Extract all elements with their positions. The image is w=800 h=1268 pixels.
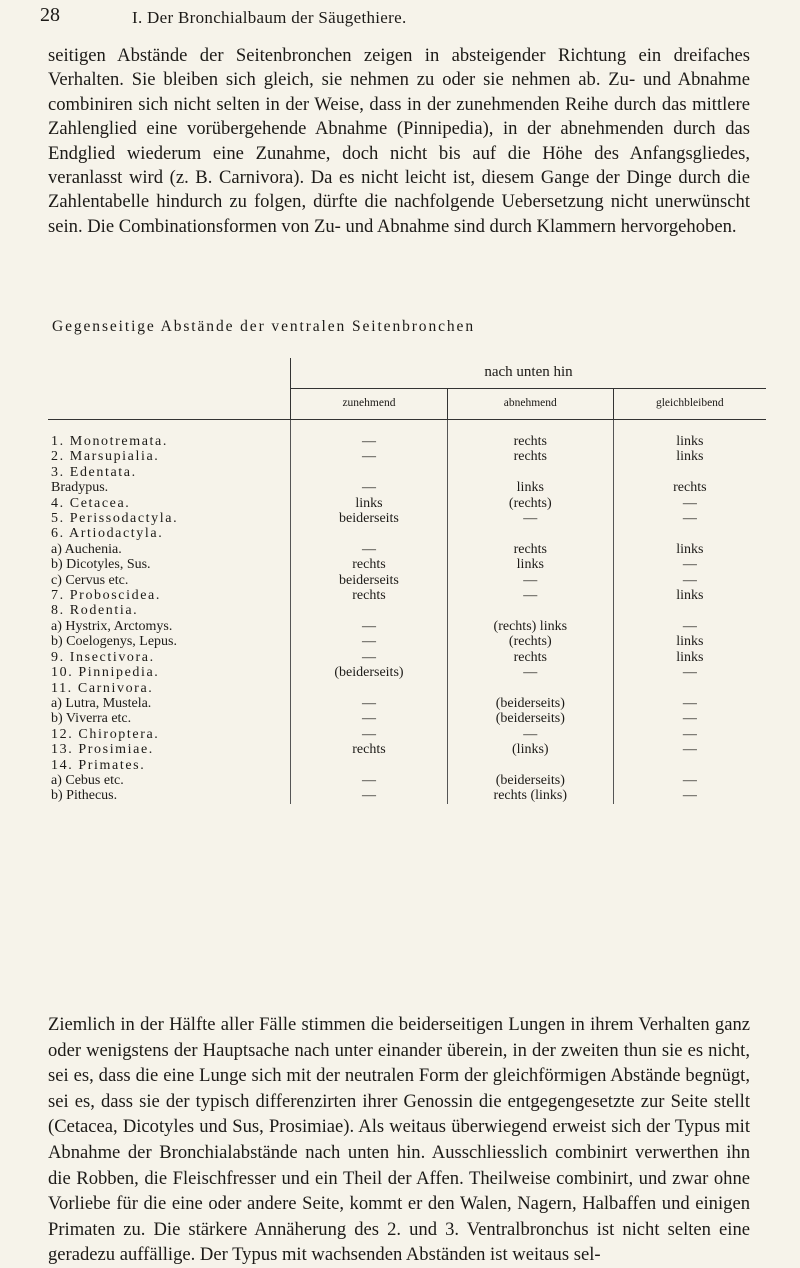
- row-name: 7. Proboscidea.: [51, 588, 161, 604]
- cell-abnehmend: links: [447, 480, 613, 495]
- row-name: b) Coelogenys, Lepus.: [51, 634, 177, 650]
- row-name: 6. Artiodactyla.: [51, 526, 164, 542]
- row-name: c) Cervus etc.: [51, 572, 129, 588]
- cell-zunehmend: rechts: [291, 588, 448, 603]
- cell-gleichbleibend: —: [613, 742, 766, 757]
- cell-gleichbleibend: links: [613, 542, 766, 557]
- cell-zunehmend: rechts: [291, 742, 448, 757]
- table-row: [48, 588, 766, 603]
- cell-gleichbleibend: —: [613, 711, 766, 726]
- cell-gleichbleibend: [613, 681, 766, 696]
- cell-abnehmend: —: [447, 588, 613, 603]
- cell-gleichbleibend: links: [613, 634, 766, 649]
- row-name: Bradypus.: [51, 480, 109, 496]
- page-number: 28: [40, 4, 60, 26]
- cell-gleichbleibend: links: [613, 434, 766, 449]
- paragraph-bottom: Ziemlich in der Hälfte aller Fälle stimmen die beiderseitigen Lungen in ihrem Verhalten ganz oder wenigstens der Hauptsache nach unter einander überein, in der zweiten thun sie es nicht, sei es, dass die eine Lunge sich mit der neutralen Form der gleichförmigen Abstände begnügt, sei es, dass sie der typisch differenzirten ihrer Genossin die entgegengesetzte zur Seite stellt (Cetacea, Dicotyles und Sus, Prosimiae). Als weitaus überwiegend erweist sich der Typus mit Abnahme der Bronchialabstände nach unten hin. Ausschliesslich combinirt verwerthen ihn die Robben, die Fleischfresser und ein Theil der Affen. Theilweise combinirt, und zwar ohne Vorliebe für die eine oder andere Seite, kommt er den Walen, Nagern, Halbaffen und einigen Primaten zu. Die stärkere Annäherung des 2. und 3. Ventralbronchus ist nicht selten eine geradezu auffällige. Der Typus mit wachsenden Abständen ist weitaus sel-: [48, 1014, 750, 1266]
- row-name: 13. Prosimiae.: [51, 742, 154, 758]
- table-row: [48, 758, 766, 773]
- spacer-cell: [48, 420, 291, 435]
- table-body: [48, 420, 766, 804]
- table-row: [48, 619, 766, 634]
- cell-zunehmend: [291, 526, 448, 541]
- cell-abnehmend: [447, 465, 613, 480]
- table-row: [48, 696, 766, 711]
- table-group-header-row: [48, 358, 766, 389]
- col-header-zunehmend: zunehmend: [291, 389, 448, 420]
- cell-abnehmend: (beiderseits): [447, 711, 613, 726]
- cell-abnehmend: (links): [447, 742, 613, 757]
- spacer-cell: [613, 420, 766, 435]
- table-row: [48, 742, 766, 757]
- cell-gleichbleibend: —: [613, 665, 766, 680]
- table-row: [48, 711, 766, 726]
- col-header-gleichbleibend: gleichbleibend: [613, 389, 766, 420]
- cell-zunehmend: —: [291, 773, 448, 788]
- cell-zunehmend: —: [291, 711, 448, 726]
- row-name: 5. Perissodactyla.: [51, 511, 179, 527]
- cell-zunehmend: —: [291, 449, 448, 464]
- row-name: 9. Insectivora.: [51, 649, 155, 665]
- row-name: 1. Monotremata.: [51, 434, 168, 449]
- row-name: 11. Carnivora.: [51, 680, 154, 696]
- group-header: nach unten hin: [291, 358, 767, 389]
- cell-abnehmend: (beiderseits): [447, 773, 613, 788]
- cell-gleichbleibend: —: [613, 619, 766, 634]
- table-row: [48, 727, 766, 742]
- cell-abnehmend: rechts: [447, 650, 613, 665]
- cell-zunehmend: —: [291, 480, 448, 495]
- cell-gleichbleibend: —: [613, 557, 766, 572]
- running-head: I. Der Bronchialbaum der Säugethiere.: [132, 8, 407, 27]
- page-header: [40, 4, 760, 34]
- table-title: Gegenseitige Abstände der ventralen Seitenbronchen: [52, 318, 475, 335]
- cell-abnehmend: rechts: [447, 434, 613, 449]
- cell-zunehmend: —: [291, 727, 448, 742]
- spacer-cell: [291, 420, 448, 435]
- cell-abnehmend: [447, 681, 613, 696]
- cell-abnehmend: —: [447, 511, 613, 526]
- row-name: 10. Pinnipedia.: [51, 665, 160, 681]
- table-row: [48, 542, 766, 557]
- table-row: [48, 557, 766, 572]
- table-row: [48, 603, 766, 618]
- cell-gleichbleibend: [613, 526, 766, 541]
- row-name: 14. Primates.: [51, 757, 146, 773]
- table-row: [48, 496, 766, 511]
- cell-abnehmend: (rechts): [447, 496, 613, 511]
- cell-gleichbleibend: [613, 465, 766, 480]
- cell-abnehmend: rechts: [447, 449, 613, 464]
- cell-zunehmend: beiderseits: [291, 511, 448, 526]
- cell-abnehmend: —: [447, 665, 613, 680]
- cell-gleichbleibend: —: [613, 696, 766, 711]
- cell-gleichbleibend: —: [613, 773, 766, 788]
- cell-zunehmend: [291, 603, 448, 618]
- table-row: [48, 480, 766, 495]
- row-name: b) Dicotyles, Sus.: [51, 557, 151, 573]
- row-name: 4. Cetacea.: [51, 495, 131, 511]
- cell-zunehmend: links: [291, 496, 448, 511]
- table-row: [48, 773, 766, 788]
- row-name: a) Auchenia.: [51, 541, 122, 557]
- row-name: 2. Marsupialia.: [51, 449, 160, 465]
- cell-abnehmend: (beiderseits): [447, 696, 613, 711]
- row-name: a) Hystrix, Arctomys.: [51, 618, 173, 634]
- cell-gleichbleibend: —: [613, 727, 766, 742]
- cell-gleichbleibend: [613, 603, 766, 618]
- cell-abnehmend: [447, 603, 613, 618]
- cell-gleichbleibend: links: [613, 449, 766, 464]
- cell-zunehmend: beiderseits: [291, 573, 448, 588]
- paragraph-top: seitigen Abstände der Seitenbronchen zeigen in absteigender Richtung ein dreifaches Verhalten. Sie bleiben sich gleich, sie nehmen zu oder sie nehmen ab. Zu- und Abnahme combiniren sich nicht selten in der Weise, dass in der zunehmenden Reihe durch das mittlere Zahlenglied eine vorübergehende Abnahme (Pinnipedia), in der abnehmenden durch das Endglied wiederum eine Zunahme, doch nicht bis auf die Höhe des Anfangsgliedes, veranlasst wird (z. B. Carnivora). Da es nicht leicht ist, diesem Gange der Dinge durch die Zahlentabelle hindurch zu folgen, dürfte die nachfolgende Uebersetzung nicht unerwünscht sein. Die Combinationsformen von Zu- und Abnahme sind durch Klammern hervorgehoben.: [48, 45, 750, 237]
- cell-gleichbleibend: —: [613, 496, 766, 511]
- cell-zunehmend: —: [291, 788, 448, 803]
- cell-zunehmend: —: [291, 650, 448, 665]
- spacer-cell: [447, 420, 613, 435]
- cell-zunehmend: [291, 758, 448, 773]
- cell-abnehmend: rechts (links): [447, 788, 613, 803]
- row-name: 3. Edentata.: [51, 464, 137, 480]
- cell-abnehmend: —: [447, 727, 613, 742]
- table-row: [48, 465, 766, 480]
- cell-abnehmend: (rechts) links: [447, 619, 613, 634]
- cell-zunehmend: rechts: [291, 557, 448, 572]
- cell-zunehmend: —: [291, 542, 448, 557]
- cell-gleichbleibend: [613, 758, 766, 773]
- cell-abnehmend: rechts: [447, 542, 613, 557]
- table-row: [48, 788, 766, 803]
- row-name: a) Lutra, Mustela.: [51, 695, 152, 711]
- cell-abnehmend: —: [447, 573, 613, 588]
- row-name: b) Pithecus.: [51, 788, 118, 804]
- cell-zunehmend: —: [291, 634, 448, 649]
- table-row: [48, 665, 766, 680]
- table-row: [48, 650, 766, 665]
- table-row: [48, 511, 766, 526]
- table-row: [48, 681, 766, 696]
- cell-gleichbleibend: links: [613, 588, 766, 603]
- cell-abnehmend: links: [447, 557, 613, 572]
- cell-gleichbleibend: —: [613, 573, 766, 588]
- abstaende-table: [48, 358, 766, 804]
- cell-gleichbleibend: —: [613, 788, 766, 803]
- row-name: b) Viverra etc.: [51, 711, 132, 727]
- cell-gleichbleibend: —: [613, 511, 766, 526]
- cell-zunehmend: [291, 465, 448, 480]
- table-row: [48, 526, 766, 541]
- row-name: a) Cebus etc.: [51, 772, 124, 788]
- col-header-abnehmend: abnehmend: [447, 389, 613, 420]
- table-corner-cell: [48, 358, 291, 420]
- table-row: [48, 573, 766, 588]
- row-name: 12. Chiroptera.: [51, 726, 160, 742]
- cell-zunehmend: —: [291, 434, 448, 449]
- cell-zunehmend: —: [291, 619, 448, 634]
- cell-zunehmend: —: [291, 696, 448, 711]
- table-spacer-row: [48, 420, 766, 435]
- cell-zunehmend: (beiderseits): [291, 665, 448, 680]
- cell-abnehmend: (rechts): [447, 634, 613, 649]
- cell-abnehmend: [447, 758, 613, 773]
- cell-zunehmend: [291, 681, 448, 696]
- table-row: [48, 434, 766, 449]
- table-row: [48, 634, 766, 649]
- cell-abnehmend: [447, 526, 613, 541]
- row-name: 8. Rodentia.: [51, 603, 139, 619]
- table-row: [48, 449, 766, 464]
- cell-gleichbleibend: links: [613, 650, 766, 665]
- cell-gleichbleibend: rechts: [613, 480, 766, 495]
